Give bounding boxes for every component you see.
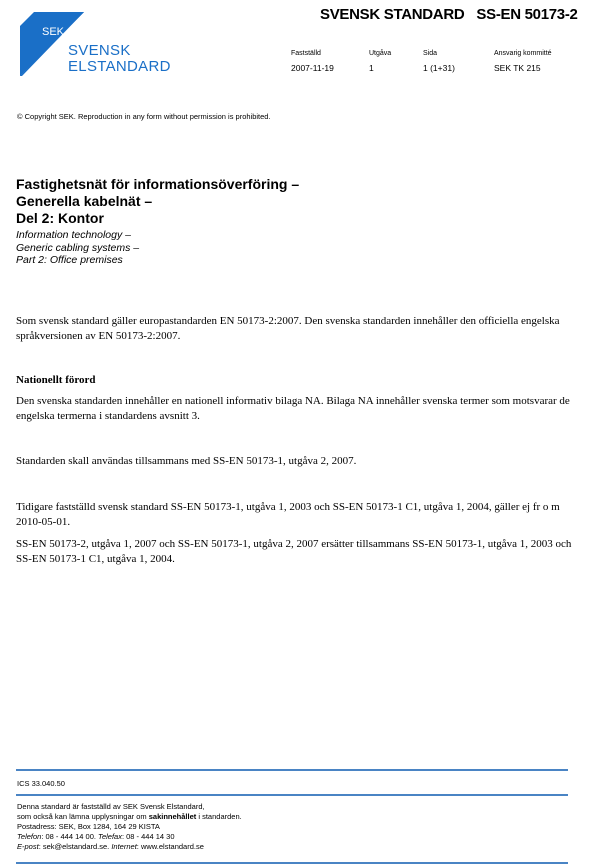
logo-mark-text: SEK — [42, 26, 65, 38]
logo-line-1: SVENSK — [68, 42, 131, 59]
meta-value-edition: 1 — [369, 63, 374, 73]
title-line-3: Del 2: Kontor — [16, 210, 104, 226]
title-line-2: Generella kabelnät – — [16, 193, 153, 209]
meta-value-page: 1 (1+31) — [423, 63, 455, 73]
footer-line-1: Denna standard är fastställd av SEK Svensk Elstandard, — [17, 802, 205, 811]
foreword-heading: Nationellt förord — [16, 374, 96, 386]
standard-heading — [320, 6, 578, 23]
standard-label: SVENSK STANDARD — [320, 6, 465, 23]
footer-rule-bottom — [16, 862, 568, 864]
footer-line-2: som också kan lämna upplysningar om sakinnehållet i standarden. — [17, 812, 242, 821]
meta-label-established: Fastställd — [291, 50, 321, 57]
meta-label-edition: Utgåva — [369, 50, 392, 57]
footer-email-web: E-post: sek@elstandard.se. Internet: www.elstandard.se — [17, 842, 204, 851]
copyright-notice: © Copyright SEK. Reproduction in any form without permission is prohibited. — [17, 112, 271, 121]
intro-paragraph: Som svensk standard gäller europastandarden EN 50173-2:2007. Den svenska standarden innehåller den officiella engelska språkversionen av EN 50173-2:2007. — [16, 315, 560, 342]
website-link[interactable]: : www.elstandard.se — [136, 842, 204, 851]
subtitle-line-3: Part 2: Office premises — [16, 254, 123, 266]
standard-number: SS-EN 50173-2 — [476, 6, 578, 23]
footer-rule-top — [16, 769, 568, 771]
email-link[interactable]: : sek@elstandard.se. — [38, 842, 112, 851]
subtitle-line-1: Information technology – — [16, 229, 131, 241]
meta-value-established: 2007-11-19 — [291, 63, 334, 73]
document-subtitle — [16, 229, 139, 267]
footer-phone-fax: Telefon: 08 - 444 14 00. Telefax: 08 - 444 14 30 — [17, 832, 175, 841]
replacement-paragraph: SS-EN 50173-2, utgåva 1, 2007 och SS-EN 50173-1, utgåva 2, 2007 ersätter tillsammans SS-EN 50173-1, utgåva 1, 2003 och SS-EN 50173-1 C1, utgåva 1, 2004. — [16, 538, 572, 565]
footer-rule-middle — [16, 794, 568, 796]
logo-line-2: ELSTANDARD — [68, 58, 171, 75]
footer-bold-term: sakinnehållet — [148, 812, 197, 821]
previous-standard-paragraph: Tidigare fastställd svensk standard SS-EN 50173-1, utgåva 1, 2003 och SS-EN 50173-1 C1, utgåva 1, 2004, gäller ej fr o m 2010-05-01. — [16, 501, 560, 528]
meta-label-committee: Ansvarig kommitté — [494, 50, 552, 57]
meta-label-page: Sida — [423, 50, 438, 57]
meta-value-committee: SEK TK 215 — [494, 63, 541, 73]
usage-paragraph: Standarden skall användas tillsammans med SS-EN 50173-1, utgåva 2, 2007. — [16, 455, 357, 467]
foreword-paragraph: Den svenska standarden innehåller en nationell informativ bilaga NA. Bilaga NA innehåller svenska termer som motsvarar de engelska termerna i standardens avsnitt 3. — [16, 395, 570, 422]
document-title — [16, 176, 299, 227]
subtitle-line-2: Generic cabling systems – — [16, 241, 140, 254]
footer-postal-address: Postadress: SEK, Box 1284, 164 29 KISTA — [17, 822, 160, 831]
title-line-1: Fastighetsnät för informationsöverföring – — [16, 176, 300, 192]
ics-code: ICS 33.040.50 — [17, 779, 65, 788]
sek-logo — [20, 12, 171, 78]
publisher-info — [17, 802, 242, 852]
